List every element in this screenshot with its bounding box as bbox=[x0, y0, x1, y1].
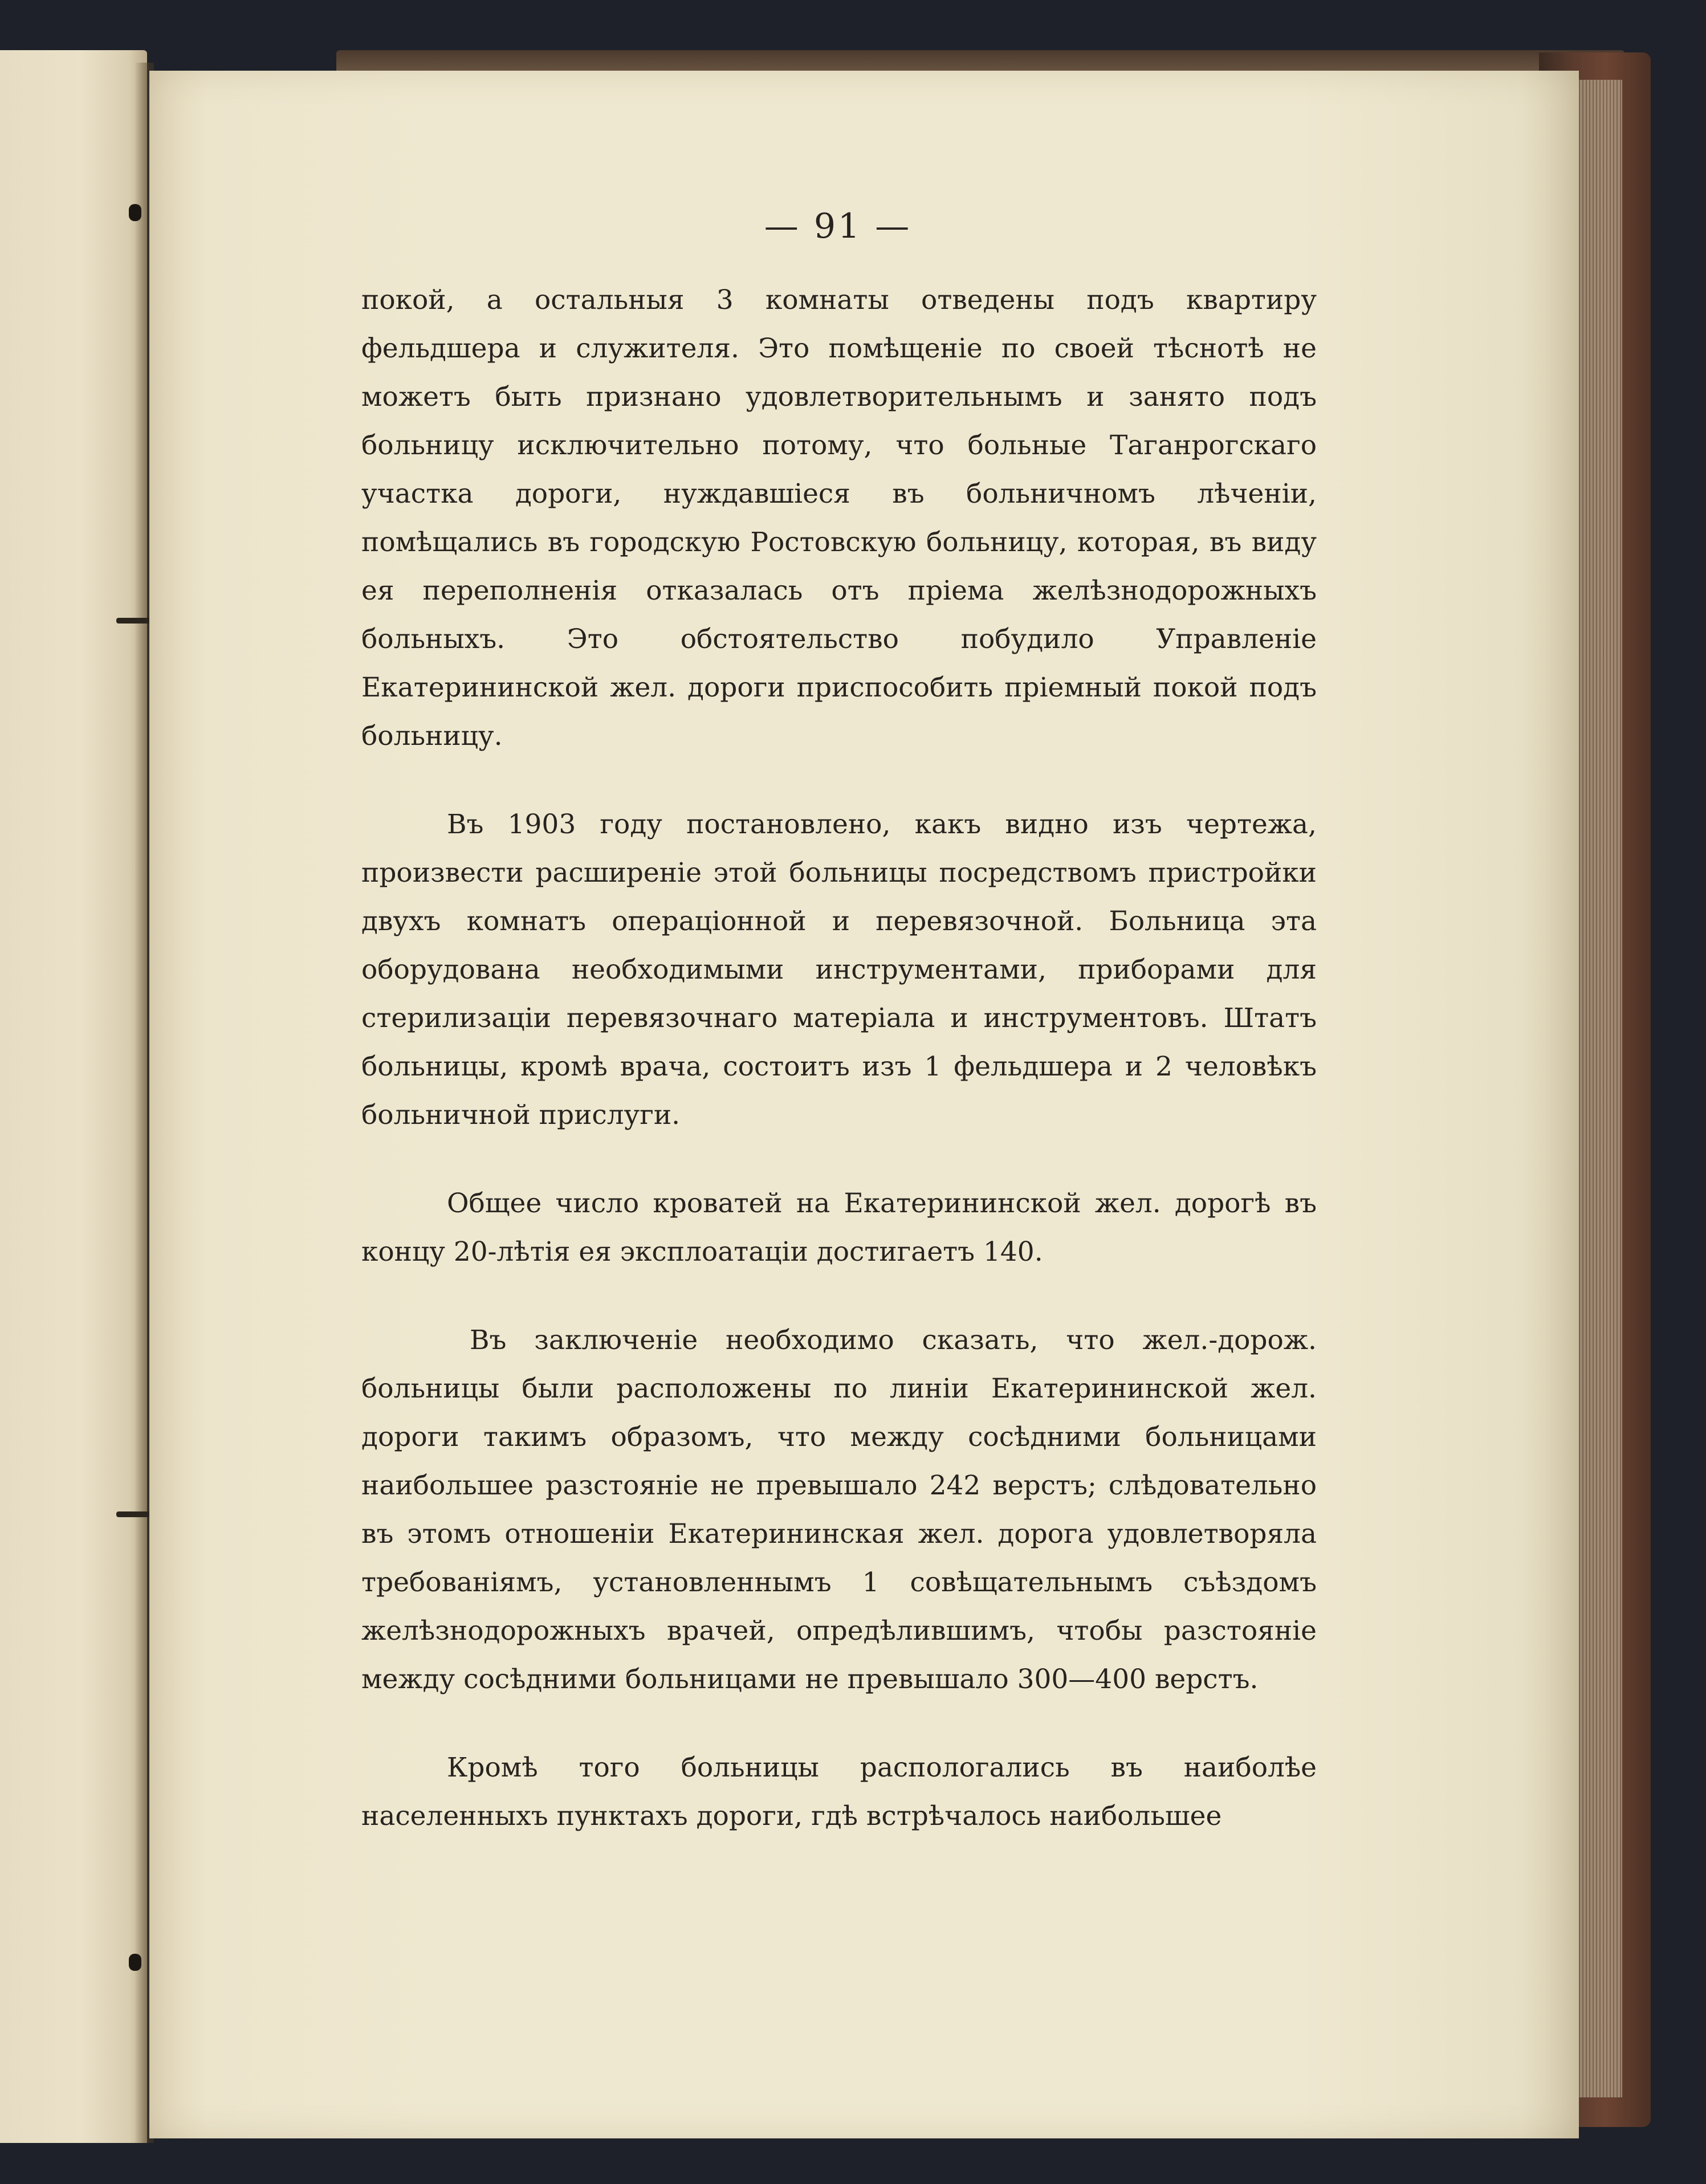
page-text bbox=[361, 276, 1317, 1840]
book-page bbox=[149, 71, 1579, 2138]
page-number: — 91 — bbox=[764, 206, 912, 246]
paragraph: Кромѣ того больницы распологались въ наиболѣе населенныхъ пунктахъ дороги, гдѣ встрѣчалось наибольшее bbox=[361, 1752, 1317, 1832]
paragraph: Въ заключеніе необходимо сказать, что жел.-дорож. больницы были расположены по линіи Екатерининской жел. дороги такимъ образомъ, что между сосѣдними больницами наибольшее разстояніе не превышало 242 верстъ; слѣдовательно въ этомъ отношеніи Екатерининская жел. дорога удовлетворяла требованіямъ, установленнымъ 1 совѣщательнымъ съѣздомъ желѣзнодорожныхъ врачей, опредѣлившимъ, чтобы разстояніе между сосѣдними больницами не превышало 300—400 верстъ. bbox=[361, 1325, 1317, 1695]
book-top-edge bbox=[336, 50, 1624, 73]
paragraph: Общее число кроватей на Екатерининской жел. дорогѣ въ концу 20-лѣтія ея эксплоатаціи достигаетъ 140. bbox=[361, 1188, 1317, 1268]
page-edges bbox=[1573, 80, 1622, 2097]
binding-thread bbox=[129, 1954, 141, 1971]
paragraph: покой, а остальныя 3 комнаты отведены подъ квартиру фельдшера и служителя. Это помѣщеніе по своей тѣснотѣ не можетъ быть признано удовлетворительнымъ и занято подъ больницу исключительно потому, что больные Таганрогскаго участка дороги, нуждавшіеся въ больничномъ лѣченіи, помѣщались въ городскую Ростовскую больницу, которая, въ виду ея переполненія отказалась отъ пріема желѣзнодорожныхъ больныхъ. Это обстоятельство побудило Управленіе Екатерининской жел. дороги приспособить пріемный покой подъ больницу. bbox=[361, 284, 1317, 752]
paragraph: Въ 1903 году постановлено, какъ видно изъ чертежа, произвести расширеніе этой больницы посредствомъ пристройки двухъ комнатъ операціонной и перевязочной. Больница эта оборудована необходимыми инструментами, приборами для стерилизаціи перевязочнаго матеріала и инструментовъ. Штатъ больницы, кромѣ врача, состоитъ изъ 1 фельдшера и 2 человѣкъ больничной прислуги. bbox=[361, 809, 1317, 1131]
left-facing-page bbox=[0, 50, 147, 2143]
